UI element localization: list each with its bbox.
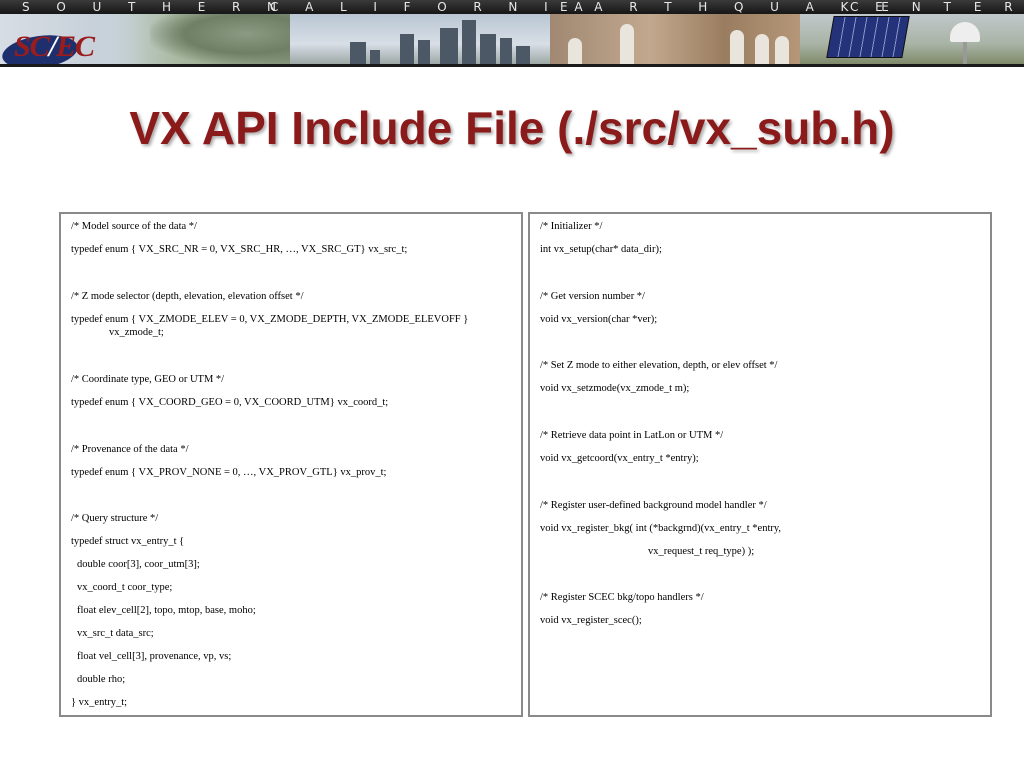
logo-part: SC — [14, 30, 49, 63]
code-line: /* Initializer */ — [540, 221, 603, 232]
city-building — [516, 46, 530, 64]
city-building — [370, 50, 380, 64]
header-banner — [0, 0, 1024, 67]
code-line: typedef enum { VX_SRC_NR = 0, VX_SRC_HR, …, VX_SRC_GT} vx_src_t; — [71, 244, 408, 255]
code-line: double coor[3], coor_utm[3]; — [77, 559, 200, 570]
crew-person — [730, 30, 744, 64]
code-line: int vx_setup(char* data_dir); — [540, 244, 662, 255]
city-building — [480, 34, 496, 64]
code-line: /* Z mode selector (depth, elevation, elevation offset */ — [71, 291, 304, 302]
logo-text — [14, 30, 94, 64]
code-line: /* Retrieve data point in LatLon or UTM */ — [540, 430, 724, 441]
code-line: /* Get version number */ — [540, 291, 645, 302]
banner-letter-group: E A R T H Q U A K E — [560, 0, 883, 14]
gps-dome-icon — [950, 22, 980, 42]
code-line: typedef enum { VX_PROV_NONE = 0, …, VX_PROV_GTL} vx_prov_t; — [71, 467, 387, 478]
code-line: void vx_version(char *ver); — [540, 314, 658, 325]
banner-letter-group: C A L I F O R N I A — [270, 0, 583, 14]
crew-person — [568, 38, 582, 64]
crew-person — [775, 36, 789, 64]
code-box-left — [59, 212, 523, 717]
code-line: vx_request_t req_type) ); — [648, 546, 755, 557]
crew-person — [755, 34, 769, 64]
city-building — [500, 38, 512, 64]
banner-photo-crew — [550, 14, 800, 64]
code-line: /* Provenance of the data */ — [71, 444, 189, 455]
code-line: typedef struct vx_entry_t { — [71, 536, 185, 547]
code-line: /* Register user-defined background model handler */ — [540, 500, 767, 511]
solar-panel-icon — [826, 16, 909, 58]
city-building — [440, 28, 458, 64]
banner-letter-group: S O U T H E R N — [22, 0, 277, 14]
code-line: void vx_getcoord(vx_entry_t *entry); — [540, 453, 699, 464]
gps-mast — [963, 42, 967, 64]
page-title: VX API Include File (./src/vx_sub.h) — [129, 102, 895, 154]
banner-rule — [0, 64, 1024, 67]
banner-photo-city — [290, 14, 550, 64]
city-building — [418, 40, 430, 64]
code-line: /* Register SCEC bkg/topo handlers */ — [540, 592, 704, 603]
logo-part: / — [48, 30, 57, 63]
code-line: void vx_register_bkg( int (*backgrnd)(vx_entry_t *entry, — [540, 523, 782, 534]
code-line: vx_coord_t coor_type; — [77, 582, 173, 593]
code-line: /* Query structure */ — [71, 513, 159, 524]
terrain-ridge — [150, 14, 310, 64]
banner-band — [0, 0, 1024, 14]
logo-part: EC — [56, 30, 95, 63]
banner-letter-group: C E N T E R — [850, 0, 1013, 14]
code-line: } vx_entry_t; — [71, 697, 128, 708]
code-line: /* Coordinate type, GEO or UTM */ — [71, 374, 225, 385]
city-building — [350, 42, 366, 64]
code-line: float vel_cell[3], provenance, vp, vs; — [77, 651, 232, 662]
code-line: vx_zmode_t; — [109, 327, 164, 338]
code-line: void vx_register_scec(); — [540, 615, 642, 626]
city-building — [400, 34, 414, 64]
code-line: void vx_setzmode(vx_zmode_t m); — [540, 383, 690, 394]
code-line: /* Set Z mode to either elevation, depth, or elev offset */ — [540, 360, 778, 371]
code-line: /* Model source of the data */ — [71, 221, 197, 232]
code-line: typedef enum { VX_ZMODE_ELEV = 0, VX_ZMODE_DEPTH, VX_ZMODE_ELEVOFF } — [71, 314, 469, 325]
code-line: double rho; — [77, 674, 126, 685]
code-line: typedef enum { VX_COORD_GEO = 0, VX_COORD_UTM} vx_coord_t; — [71, 397, 389, 408]
city-building — [462, 20, 476, 64]
crew-person — [620, 24, 634, 64]
code-box-right — [528, 212, 992, 717]
scec-logo — [0, 14, 150, 64]
code-line: float elev_cell[2], topo, mtop, base, moho; — [77, 605, 256, 616]
banner-photo-solar-station — [800, 14, 1024, 64]
code-line: vx_src_t data_src; — [77, 628, 154, 639]
